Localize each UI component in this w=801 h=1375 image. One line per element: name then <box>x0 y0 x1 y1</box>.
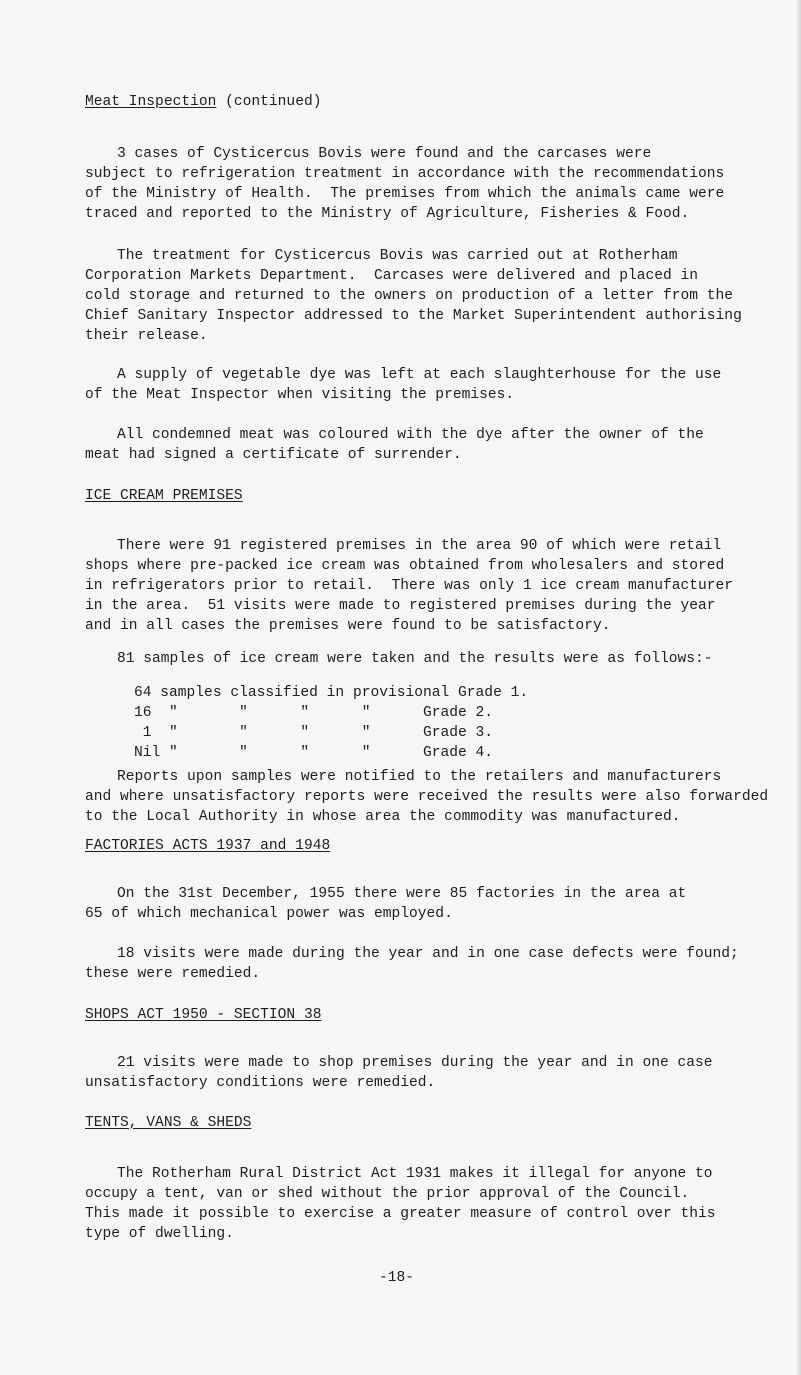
text-line: The Rotherham Rural District Act 1931 makes it illegal for anyone to <box>117 1166 713 1182</box>
text-line: On the 31st December, 1955 there were 85 factories in the area at <box>117 886 687 902</box>
text-line: 65 of which mechanical power was employed. <box>85 906 453 922</box>
text-line: and where unsatisfactory reports were received the results were also forwarded <box>85 789 769 805</box>
shops-paragraph <box>85 1053 785 1093</box>
text-line: in refrigerators prior to retail. There was only 1 ice cream manufacturer <box>85 578 734 594</box>
table-row: 16 " " " " Grade 2. <box>134 705 494 721</box>
ice-cream-paragraph-2 <box>85 649 801 669</box>
text-line: The treatment for Cysticercus Bovis was carried out at Rotherham <box>117 248 678 264</box>
text-line: This made it possible to exercise a greater measure of control over this <box>85 1206 716 1222</box>
text-line: All condemned meat was coloured with the dye after the owner of the <box>117 427 704 443</box>
page-heading <box>85 92 321 112</box>
text-line: shops where pre-packed ice cream was obtained from wholesalers and stored <box>85 558 725 574</box>
table-row: 1 " " " " Grade 3. <box>134 725 494 741</box>
text-line: Corporation Markets Department. Carcases were delivered and placed in <box>85 268 699 284</box>
text-line: Reports upon samples were notified to the retailers and manufacturers <box>117 769 722 785</box>
table-row: Nil " " " " Grade 4. <box>134 745 494 761</box>
text-line: 3 cases of Cysticercus Bovis were found and the carcases were <box>117 146 652 162</box>
text-line: these were remedied. <box>85 966 261 982</box>
meat-paragraph-1 <box>85 144 785 224</box>
text-line: to the Local Authority in whose area the commodity was manufactured. <box>85 809 681 825</box>
continued-label: (continued) <box>216 94 322 110</box>
text-line: of the Meat Inspector when visiting the premises. <box>85 387 515 403</box>
text-line: 81 samples of ice cream were taken and the results were as follows:- <box>117 651 713 667</box>
text-line: of the Ministry of Health. The premises from which the animals came were <box>85 186 725 202</box>
text-line: 21 visits were made to shop premises during the year and in one case <box>117 1055 713 1071</box>
text-line: occupy a tent, van or shed without the prior approval of the Council. <box>85 1186 690 1202</box>
text-line: Chief Sanitary Inspector addressed to the Market Superintendent authorising <box>85 308 742 324</box>
text-line: cold storage and returned to the owners on production of a letter from the <box>85 288 734 304</box>
shops-heading: SHOPS ACT 1950 - SECTION 38 <box>85 1007 322 1023</box>
sample-grades-table <box>134 683 528 763</box>
page-number: -18- <box>379 1270 415 1286</box>
text-line: 18 visits were made during the year and in one case defects were found; <box>117 946 739 962</box>
ice-cream-paragraph-3 <box>85 767 785 827</box>
text-line: and in all cases the premises were found to be satisfactory. <box>85 618 611 634</box>
meat-inspection-heading: Meat Inspection <box>85 94 217 110</box>
factories-paragraph-2 <box>85 944 785 984</box>
meat-paragraph-3 <box>85 365 785 405</box>
factories-paragraph-1 <box>85 884 785 924</box>
tents-paragraph <box>85 1164 785 1244</box>
ice-cream-paragraph-1 <box>85 536 785 636</box>
text-line: traced and reported to the Ministry of Agriculture, Fisheries & Food. <box>85 206 690 222</box>
ice-cream-heading: ICE CREAM PREMISES <box>85 488 243 504</box>
text-line: meat had signed a certificate of surrender. <box>85 447 462 463</box>
scan-edge-shadow <box>795 0 801 1375</box>
text-line: unsatisfactory conditions were remedied. <box>85 1075 436 1091</box>
text-line: subject to refrigeration treatment in accordance with the recommendations <box>85 166 725 182</box>
meat-paragraph-2 <box>85 246 785 346</box>
tents-heading: TENTS, VANS & SHEDS <box>85 1115 252 1131</box>
text-line: A supply of vegetable dye was left at each slaughterhouse for the use <box>117 367 722 383</box>
table-row: 64 samples classified in provisional Grade 1. <box>134 685 529 701</box>
meat-paragraph-4 <box>85 425 785 465</box>
factories-heading: FACTORIES ACTS 1937 and 1948 <box>85 838 331 854</box>
text-line: in the area. 51 visits were made to registered premises during the year <box>85 598 716 614</box>
text-line: There were 91 registered premises in the area 90 of which were retail <box>117 538 722 554</box>
text-line: their release. <box>85 328 208 344</box>
text-line: type of dwelling. <box>85 1226 234 1242</box>
